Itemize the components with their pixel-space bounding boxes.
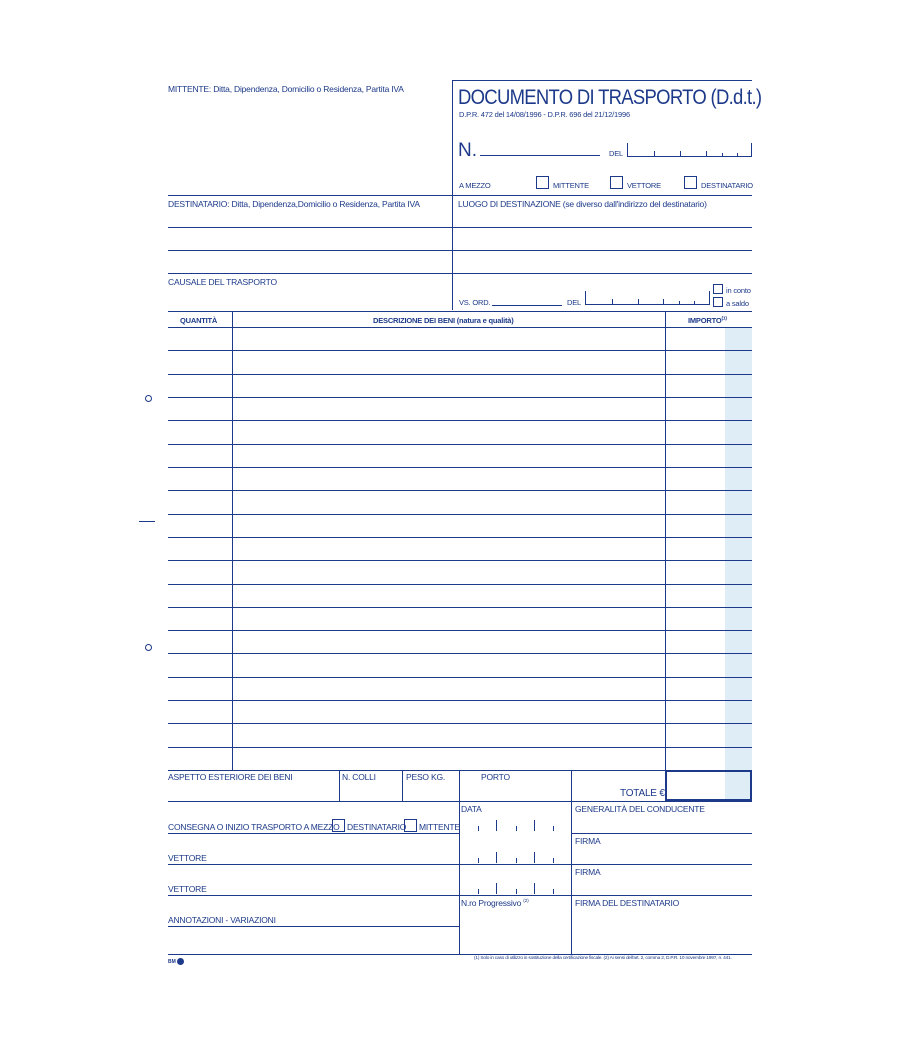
table-row-line[interactable] — [168, 653, 752, 654]
checkbox-a-saldo[interactable] — [713, 297, 723, 307]
date-tick — [516, 858, 517, 863]
table-row-line[interactable] — [168, 397, 752, 398]
table-row-line[interactable] — [168, 490, 752, 491]
totale-label: TOTALE € — [620, 788, 665, 799]
causale-label: CAUSALE DEL TRASPORTO — [168, 277, 277, 287]
date-tick — [496, 820, 497, 831]
luogo-destinazione-label: LUOGO DI DESTINAZIONE (se diverso dall'indirizzo del destinatario) — [458, 199, 707, 209]
table-row-line[interactable] — [168, 747, 752, 748]
date-tick — [516, 826, 517, 831]
vettore1-label: VETTORE — [168, 853, 207, 863]
firma-destinatario-label: FIRMA DEL DESTINATARIO — [575, 898, 680, 908]
table-row-line[interactable] — [168, 420, 752, 421]
option-destinatario-label: DESTINATARIO — [701, 181, 753, 190]
footer-divider — [571, 770, 572, 954]
address-line[interactable] — [168, 273, 752, 274]
date-tick — [496, 852, 497, 863]
checkbox-mittente[interactable] — [536, 176, 549, 189]
conducente-label: GENERALITÀ DEL CONDUCENTE — [575, 804, 705, 814]
table-row-line[interactable] — [168, 607, 752, 608]
vs-ord-label: VS. ORD. — [459, 298, 491, 307]
column-header-quantita: QUANTITÀ — [180, 316, 218, 325]
date-tick — [706, 151, 707, 157]
importo-decimals-column — [725, 327, 752, 801]
punch-hole-top — [145, 395, 152, 402]
date-tick — [478, 858, 479, 863]
progressivo-label — [461, 898, 529, 908]
option-mittente-label: MITTENTE — [553, 181, 589, 190]
date-label: DEL — [609, 149, 623, 158]
date-tick — [680, 151, 681, 157]
importo-note: (1) — [721, 316, 727, 322]
peso-label: PESO KG. — [406, 772, 446, 782]
table-row-line[interactable] — [168, 537, 752, 538]
destinatario-label: DESTINATARIO: Ditta, Dipendenza,Domicilio o Residenza, Partita IVA — [168, 199, 420, 209]
document-title: DOCUMENTO DI TRASPORTO (D.d.t.) — [458, 86, 762, 109]
option-vettore-label: VETTORE — [627, 181, 661, 190]
number-label: N. — [458, 140, 477, 161]
vs-ord-field[interactable] — [492, 305, 562, 306]
importo-label: IMPORTO — [688, 316, 722, 325]
vettore2-label: VETTORE — [168, 884, 207, 894]
date-tick — [478, 826, 479, 831]
date-tick — [663, 299, 664, 305]
footer-divider — [339, 770, 340, 801]
date-tick — [534, 852, 535, 863]
column-header-importo — [688, 316, 727, 325]
footnote: (1) Solo in caso di utilizzo in sostituzione della certificazione fiscale. (2) Ai sensi dell'art. 2, comma 2, D.P.R. 10 novembre 1997, n. 441. — [474, 956, 732, 961]
date-tick — [694, 301, 695, 305]
date-tick — [516, 889, 517, 894]
footer-rule — [571, 833, 752, 834]
vs-ord-del-label: DEL — [567, 298, 581, 307]
table-row-line[interactable] — [168, 467, 752, 468]
date-tick — [478, 889, 479, 894]
footer-divider — [459, 770, 460, 954]
consegna-destinatario-label: DESTINATARIO — [347, 822, 407, 832]
date-tick — [612, 299, 613, 305]
date-field[interactable] — [627, 143, 752, 157]
date-tick — [654, 151, 655, 157]
footer-divider — [402, 770, 403, 801]
footer-rule — [168, 833, 459, 834]
date-tick — [534, 820, 535, 831]
date-tick — [737, 153, 738, 157]
table-row-line[interactable] — [168, 677, 752, 678]
footer-rule — [168, 864, 752, 865]
checkbox-vettore[interactable] — [610, 176, 623, 189]
footer-bottom-rule — [168, 954, 752, 955]
in-conto-label: in conto — [726, 286, 751, 295]
punch-hole-bottom — [145, 644, 152, 651]
consegna-label: CONSEGNA O INIZIO TRASPORTO A MEZZO — [168, 822, 340, 832]
progressivo-text: N.ro Progressivo — [461, 898, 522, 908]
table-row-line[interactable] — [168, 723, 752, 724]
destinatario-top-rule — [168, 195, 752, 196]
consegna-mittente-label: MITTENTE — [419, 822, 460, 832]
footer-rule — [168, 801, 752, 802]
colli-label: N. COLLI — [342, 772, 376, 782]
firma1-label: FIRMA — [575, 836, 601, 846]
checkbox-in-conto[interactable] — [713, 284, 723, 294]
date-tick — [553, 826, 554, 831]
a-mezzo-label: A MEZZO — [459, 181, 491, 190]
table-row-line[interactable] — [168, 514, 752, 515]
date-tick — [496, 883, 497, 894]
column-header-descrizione: DESCRIZIONE DEI BENI (natura e qualità) — [373, 316, 514, 325]
porto-label: PORTO — [481, 772, 510, 782]
date-tick — [722, 153, 723, 157]
address-line[interactable] — [168, 227, 752, 228]
footer-rule — [168, 895, 752, 896]
firma2-label: FIRMA — [575, 867, 601, 877]
document-subtitle: D.P.R. 472 del 14/08/1996 - D.P.R. 696 del 21/12/1996 — [459, 110, 630, 119]
table-row-line[interactable] — [168, 444, 752, 445]
table-row-line[interactable] — [168, 350, 752, 351]
totale-box[interactable] — [665, 770, 752, 801]
address-line[interactable] — [168, 250, 752, 251]
progressivo-note: (2) — [523, 899, 529, 905]
fold-mark — [139, 521, 155, 522]
table-row-line[interactable] — [168, 700, 752, 701]
header-top-rule — [453, 80, 752, 81]
importo-divider — [665, 311, 666, 770]
logo-text: BM — [168, 958, 176, 965]
mittente-label: MITTENTE: Ditta, Dipendenza, Domicilio o Residenza, Partita IVA — [168, 84, 404, 94]
data-label: DATA — [461, 804, 482, 814]
date-tick — [553, 858, 554, 863]
annotazioni-label: ANNOTAZIONI - VARIAZIONI — [168, 915, 276, 925]
checkbox-consegna-destinatario[interactable] — [332, 819, 345, 832]
date-tick — [534, 883, 535, 894]
table-row-line[interactable] — [168, 584, 752, 585]
aspetto-label: ASPETTO ESTERIORE DEI BENI — [168, 772, 293, 782]
checkbox-consegna-mittente[interactable] — [404, 819, 417, 832]
logo-circle-icon — [177, 958, 184, 965]
number-field[interactable] — [480, 155, 600, 156]
vs-ord-date-field[interactable] — [585, 291, 710, 305]
date-tick — [679, 301, 680, 305]
footer-rule — [168, 926, 459, 927]
a-saldo-label: a saldo — [726, 299, 749, 308]
date-tick — [553, 889, 554, 894]
table-row-line[interactable] — [168, 374, 752, 375]
checkbox-destinatario[interactable] — [684, 176, 697, 189]
publisher-logo — [168, 958, 184, 965]
date-tick — [638, 299, 639, 305]
table-row-line[interactable] — [168, 560, 752, 561]
quantita-divider — [232, 311, 233, 770]
table-row-line[interactable] — [168, 630, 752, 631]
